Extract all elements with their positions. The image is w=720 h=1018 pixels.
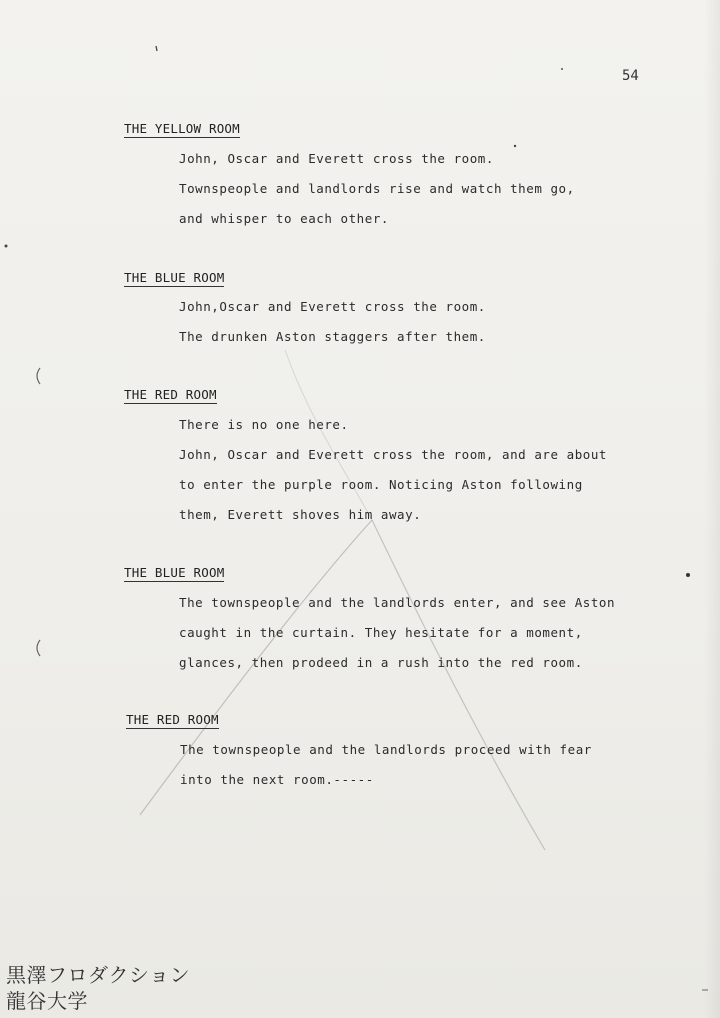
section-heading: THE RED ROOM bbox=[126, 712, 219, 727]
script-line: John, Oscar and Everett cross the room, and are about bbox=[179, 447, 608, 462]
page-number: 54 bbox=[622, 68, 639, 84]
script-line: John,Oscar and Everett cross the room. bbox=[179, 299, 486, 314]
section-heading: THE YELLOW ROOM bbox=[124, 121, 240, 136]
script-line: into the next room.----- bbox=[180, 772, 374, 787]
watermark-line-2: 龍谷大学 bbox=[6, 989, 88, 1013]
page-edge-shadow bbox=[704, 0, 720, 1018]
section-heading: THE BLUE ROOM bbox=[124, 270, 225, 285]
section-heading: THE BLUE ROOM bbox=[124, 565, 225, 580]
script-line: The drunken Aston staggers after them. bbox=[179, 329, 486, 344]
section-heading: THE RED ROOM bbox=[124, 387, 217, 402]
script-line: caught in the curtain. They hesitate for a moment, bbox=[179, 625, 583, 640]
script-line: John, Oscar and Everett cross the room. bbox=[179, 151, 494, 166]
script-line: The townspeople and the landlords enter, and see Aston bbox=[179, 595, 616, 610]
script-line: and whisper to each other. bbox=[179, 211, 389, 226]
script-line: The townspeople and the landlords proceed with fear bbox=[180, 742, 592, 757]
script-line: to enter the purple room. Noticing Aston following bbox=[179, 477, 583, 492]
script-line: There is no one here. bbox=[179, 417, 349, 432]
script-line: Townspeople and landlords rise and watch them go, bbox=[179, 181, 575, 196]
archive-watermark bbox=[6, 962, 190, 1014]
script-line: them, Everett shoves him away. bbox=[179, 507, 422, 522]
script-line: glances, then prodeed in a rush into the red room. bbox=[179, 655, 583, 670]
watermark-line-1: 黒澤フロダクション bbox=[6, 963, 191, 987]
